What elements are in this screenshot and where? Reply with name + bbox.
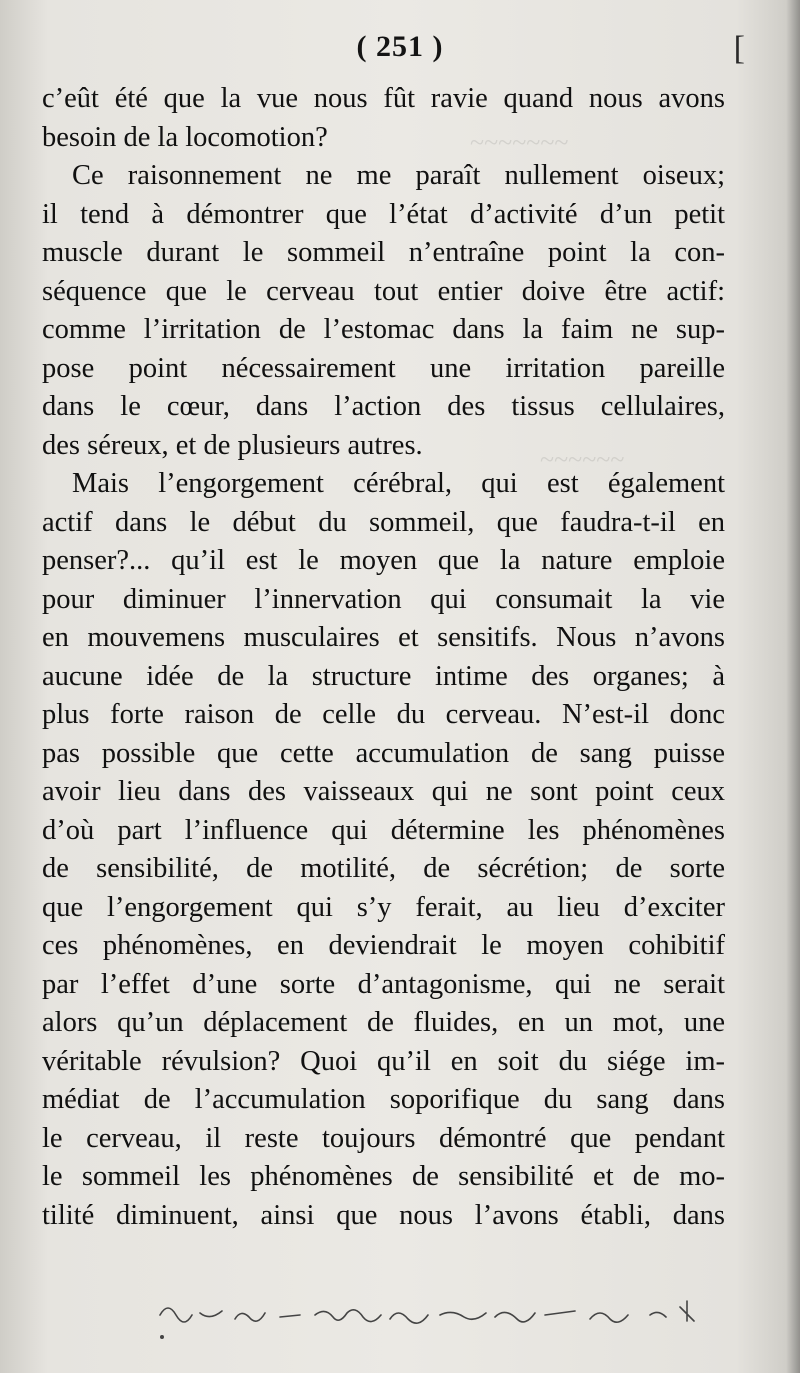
text-line: Mais l’engorgement cérébral, qui est également (72, 468, 725, 499)
text-line: pose point nécessairement une irritation pareille (42, 352, 725, 384)
page-number: ( 251 ) (356, 30, 444, 63)
text-line: tilité diminuent, ainsi que nous l’avons établi, dans (42, 1199, 725, 1231)
bleed-through-mark: ~~~~~~ (540, 445, 625, 474)
text-line: par l’effet d’une sorte d’antagonisme, qui ne serait (42, 968, 725, 1000)
text-line: d’où part l’influence qui détermine les phénomènes (42, 814, 725, 846)
text-line: c’eût été que la vue nous fût ravie quand nous avons (42, 83, 725, 114)
text-line: médiat de l’accumulation soporifique du sang dans (42, 1084, 725, 1115)
text-line: comme l’irritation de l’estomac dans la faim ne sup- (42, 314, 725, 345)
text-line: pour diminuer l’innervation qui consumait la vie (42, 583, 725, 615)
text-line: que l’engorgement qui s’y ferait, au lieu d’exciter (42, 891, 725, 923)
text-line: aucune idée de la structure intime des organes; à (42, 660, 725, 692)
text-line: en mouvemens musculaires et sensitifs. Nous n’avons (42, 622, 725, 653)
text-line: le sommeil les phénomènes de sensibilité et de mo- (42, 1161, 725, 1192)
text-line: séquence que le cerveau tout entier doive être actif: (42, 275, 725, 307)
body-text (42, 80, 725, 1235)
text-line: besoin de la locomotion? (42, 121, 328, 153)
text-line: plus forte raison de celle du cerveau. N’est-il donc (42, 699, 725, 730)
text-line: Ce raisonnement ne me paraît nullement oiseux; (72, 160, 725, 191)
text-line: actif dans le début du sommeil, que faudra-t-il en (42, 506, 725, 538)
text-line: ces phénomènes, en deviendrait le moyen cohibitif (42, 930, 725, 961)
text-line: dans le cœur, dans l’action des tissus cellulaires, (42, 391, 725, 422)
handwritten-annotation (150, 1285, 750, 1345)
text-line: muscle durant le sommeil n’entraîne point la con- (42, 237, 725, 268)
text-line: penser?... qu’il est le moyen que la nature emploie (42, 545, 725, 576)
text-line: des séreux, et de plusieurs autres. (42, 429, 423, 461)
corner-mark: [ (733, 30, 745, 67)
text-line: de sensibilité, de motilité, de sécrétion; de sorte (42, 853, 725, 884)
page-edge-shadow (786, 0, 800, 1373)
text-line: véritable révulsion? Quoi qu’il en soit du siége im- (42, 1045, 725, 1077)
text-line: pas possible que cette accumulation de sang puisse (42, 737, 725, 769)
text-line: le cerveau, il reste toujours démontré que pendant (42, 1122, 725, 1154)
text-line: avoir lieu dans des vaisseaux qui ne sont point ceux (42, 776, 725, 807)
bleed-through-mark: ~~~~~~~ (470, 128, 569, 157)
text-line: alors qu’un déplacement de fluides, en un mot, une (42, 1007, 725, 1038)
text-line: il tend à démontrer que l’état d’activité d’un petit (42, 198, 725, 230)
